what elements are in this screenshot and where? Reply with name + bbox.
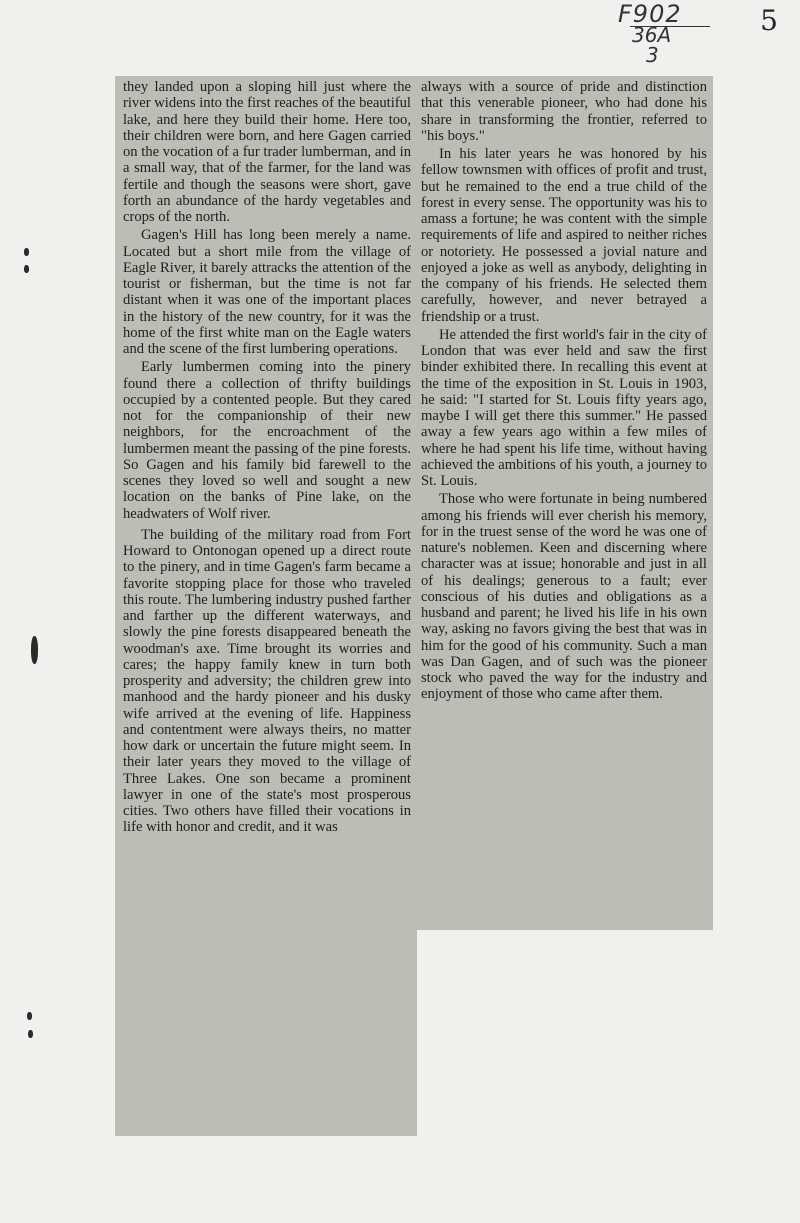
handwritten-archive-mark — [618, 2, 728, 65]
article-paragraph: they landed upon a sloping hill just where the river widens into the first reaches of the beautiful lake, and here they build their home. Here too, their children were born, and here Gagen carried on the vocation of a fur trader lumberman, and in a small way, that of the farmer, for the land was fertile and though the seasons were short, gave forth an abundance of the hardy vegetables and crops of the north. — [123, 79, 411, 225]
article-paragraph: Gagen's Hill has long been merely a name. Located but a short mile from the village of Eagle River, it barely attracks the attention of the tourist or fisherman, but the time is not far distant when it was one of the important places in the history of the new country, for it was the home of the first white man on the Eagle waters and the scene of the first lumbering operations. — [123, 227, 411, 357]
binding-mark-middle — [31, 636, 38, 664]
archive-mark-line-2: 36A — [632, 23, 672, 47]
binding-mark-top-b — [24, 265, 29, 273]
archive-mark-line-1: F902 — [618, 0, 682, 28]
page-number: 5 — [760, 4, 778, 37]
article-paragraph: Those who were fortunate in being numbered among his friends will ever cherish his memory, for in the truest sense of the word he was one of nature's noblemen. Keen and discerning where character was at issue; honorable and just in all of his dealings; generous to a fault; ever conscious of his duties and obligations as a husband and parent; he lived his life in his own way, asking no favors giving the best that was in him for the good of his community. Such a man was Dan Gagen, and of such was the pioneer stock who paved the way for the industry and enjoyment of those who came after them. — [421, 491, 707, 703]
article-paragraph: He attended the first world's fair in the city of London that was ever held and saw the first binder exhibited there. In recalling this event at the time of the exposition in St. Louis in 1903, he said: "I started for St. Louis fifty years ago, maybe I will get there this summer." He passed away a few years ago within a few miles of where he had spent his life time, without having achieved the ambitions of his youth, a journey to St. Louis. — [421, 326, 707, 489]
binding-mark-bottom-b — [28, 1030, 33, 1038]
article-column-left — [115, 76, 417, 1136]
article-column-right — [413, 76, 713, 930]
article-paragraph: In his later years he was honored by his fellow townsmen with offices of profit and trust, but he remained to the end a true child of the forest in every sense. The opportunity was his to amass a fortune; he was content with the simple requirements of life and aspired to neither riches or notoriety. He possessed a jovial nature and enjoyed a joke as well as anybody, delighting in the company of his friends. He selected them carefully, however, and never betrayed a friendship or a trust. — [421, 146, 707, 325]
article-paragraph: Early lumbermen coming into the pinery found there a collection of thrifty buildings occupied by a contented people. But they cared not for the companionship of their new neighbors, for the encroachment of the lumbermen meant the passing of the pine forests. So Gagen and his family bid farewell to the scenes they loved so well and sought a new location on the banks of Pine lake, on the headwaters of Wolf river. — [123, 359, 411, 522]
binding-mark-bottom-a — [27, 1012, 32, 1020]
archive-mark-line-3: 3 — [646, 43, 659, 67]
binding-mark-top-a — [24, 248, 29, 256]
article-paragraph: always with a source of pride and distinction that this venerable pioneer, who had done his share in transforming the frontier, referred to "his boys." — [421, 79, 707, 144]
article-paragraph: The building of the military road from Fort Howard to Ontonogan opened up a direct route to the pinery, and in time Gagen's farm became a favorite stopping place for those who traveled this route. The lumbering industry pushed farther and farther up the different waterways, and slowly the pine forests disappeared beneath the woodman's axe. Time brought its worries and cares; the happy family knew in turn both prosperity and adversity; the children grew into manhood and the hardy pioneer and his dusky wife arrived at the evening of life. Happiness and contentment were always theirs, no matter how dark or uncertain the future might seem. In their later years they moved to the village of Three Lakes. One son became a prominent lawyer in one of the state's most prosperous cities. Two others have filled their vocations in life with honor and credit, and it was — [123, 526, 411, 836]
